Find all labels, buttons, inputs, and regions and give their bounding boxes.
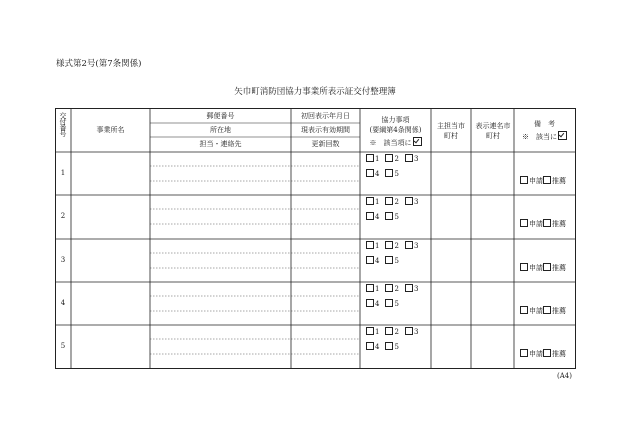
cooperation-option[interactable] <box>385 285 398 293</box>
cooperation-options <box>366 299 405 309</box>
remarks-options <box>520 349 566 359</box>
header-renewal-count: 更新回数 <box>311 140 340 148</box>
option-label: 5 <box>394 257 399 265</box>
recommend-label: 推薦 <box>552 220 566 228</box>
cooperation-option[interactable] <box>405 155 418 163</box>
option-label: 1 <box>375 198 380 206</box>
checkbox-icon[interactable] <box>543 263 551 271</box>
header-cooperation-note: ※ 該当項に <box>360 137 431 148</box>
checkbox-icon[interactable] <box>520 219 528 227</box>
row-number: 1 <box>60 168 66 177</box>
cooperation-option[interactable] <box>366 285 379 293</box>
header-first-display: 初回表示年月日 <box>301 112 350 120</box>
checkbox-icon[interactable] <box>366 197 374 205</box>
cooperation-options <box>366 241 424 251</box>
option-label: 2 <box>394 328 399 336</box>
cooperation-option[interactable] <box>405 328 418 336</box>
option-label: 5 <box>394 170 399 178</box>
option-label: 5 <box>394 343 399 351</box>
option-label: 2 <box>394 155 399 163</box>
request-label: 申請 <box>529 264 543 272</box>
row-number: 4 <box>60 298 66 307</box>
option-label: 3 <box>413 242 419 250</box>
cooperation-option[interactable] <box>366 155 379 163</box>
option-label: 2 <box>394 198 399 206</box>
option-label: 4 <box>375 343 380 351</box>
checkbox-icon[interactable] <box>405 154 413 162</box>
cooperation-option[interactable] <box>366 242 379 250</box>
header-current-validity: 現表示有効期間 <box>301 126 350 134</box>
request-label: 申請 <box>529 350 543 358</box>
header-postal-code: 郵便番号 <box>206 112 235 120</box>
request-label: 申請 <box>529 220 543 228</box>
checkbox-icon[interactable] <box>405 241 413 249</box>
cooperation-option[interactable] <box>366 198 379 206</box>
option-label: 3 <box>413 285 419 293</box>
row-number: 5 <box>60 341 66 350</box>
cooperation-options <box>366 327 424 337</box>
checkbox-icon[interactable] <box>366 154 374 162</box>
cooperation-option[interactable] <box>366 328 379 336</box>
checkbox-icon[interactable] <box>366 256 374 264</box>
checkbox-icon[interactable] <box>520 349 528 357</box>
cooperation-option[interactable] <box>366 343 379 351</box>
option-label: 1 <box>375 242 380 250</box>
checkbox-icon[interactable] <box>385 284 393 292</box>
cooperation-option[interactable] <box>366 213 379 221</box>
cooperation-options <box>366 197 424 207</box>
recommend-label: 推薦 <box>552 177 566 185</box>
checkbox-icon[interactable] <box>520 263 528 271</box>
cooperation-options <box>366 154 424 164</box>
option-label: 2 <box>394 242 399 250</box>
check-mark-icon <box>413 137 422 146</box>
cooperation-option[interactable] <box>366 257 379 265</box>
remarks-options <box>520 176 566 186</box>
cooperation-option[interactable] <box>366 300 379 308</box>
cooperation-option[interactable] <box>385 257 398 265</box>
header-cooperation-sub: (要綱第4条関係) <box>369 126 422 134</box>
option-label: 3 <box>413 328 419 336</box>
cooperation-option[interactable] <box>405 285 418 293</box>
cooperation-option[interactable] <box>385 155 398 163</box>
cooperation-options <box>366 212 405 222</box>
checkbox-icon[interactable] <box>385 154 393 162</box>
cooperation-option[interactable] <box>385 198 398 206</box>
remarks-options <box>520 306 566 316</box>
checkbox-icon[interactable] <box>366 212 374 220</box>
checkbox-icon[interactable] <box>385 342 393 350</box>
cooperation-option[interactable] <box>385 343 398 351</box>
recommend-label: 推薦 <box>552 264 566 272</box>
cooperation-options <box>366 342 405 352</box>
checkbox-icon[interactable] <box>520 306 528 314</box>
remarks-options <box>520 263 566 273</box>
checkbox-icon[interactable] <box>385 299 393 307</box>
form-number: 様式第2号(第7条関係) <box>56 59 142 69</box>
option-label: 3 <box>413 198 419 206</box>
request-label: 申請 <box>529 307 543 315</box>
document-title: 矢巾町消防団協力事業所表示証交付整理簿 <box>234 87 396 97</box>
cooperation-option[interactable] <box>405 198 418 206</box>
header-main-town: 主担当市町村 <box>437 122 465 140</box>
checkbox-icon[interactable] <box>405 327 413 335</box>
checkbox-icon[interactable] <box>366 241 374 249</box>
checkbox-icon[interactable] <box>405 197 413 205</box>
cooperation-option[interactable] <box>405 242 418 250</box>
checkbox-icon[interactable] <box>385 241 393 249</box>
checkbox-icon[interactable] <box>366 284 374 292</box>
option-label: 3 <box>413 155 419 163</box>
header-issue-no: 交付番号 <box>59 112 67 136</box>
check-mark-icon <box>558 131 567 140</box>
checkbox-icon[interactable] <box>366 342 374 350</box>
checkbox-icon[interactable] <box>520 176 528 184</box>
row-number: 2 <box>60 211 66 220</box>
checkbox-icon[interactable] <box>366 327 374 335</box>
cooperation-options <box>366 284 424 294</box>
header-location: 所在地 <box>210 126 231 134</box>
cooperation-options <box>366 169 405 179</box>
checkbox-icon[interactable] <box>366 169 374 177</box>
checkbox-icon[interactable] <box>543 306 551 314</box>
cooperation-options <box>366 256 405 266</box>
cooperation-option[interactable] <box>385 328 398 336</box>
option-label: 1 <box>375 328 380 336</box>
cooperation-option[interactable] <box>385 242 398 250</box>
checkbox-icon[interactable] <box>385 327 393 335</box>
request-label: 申請 <box>529 177 543 185</box>
checkbox-icon[interactable] <box>405 284 413 292</box>
recommend-label: 推薦 <box>552 307 566 315</box>
option-label: 5 <box>394 300 399 308</box>
checkbox-icon[interactable] <box>385 212 393 220</box>
cooperation-option[interactable] <box>385 170 398 178</box>
checkbox-icon[interactable] <box>543 349 551 357</box>
checkbox-icon[interactable] <box>543 219 551 227</box>
checkbox-icon[interactable] <box>385 197 393 205</box>
cooperation-option[interactable] <box>385 213 398 221</box>
option-label: 4 <box>375 213 380 221</box>
option-label: 4 <box>375 300 380 308</box>
header-cooperation-title: 協力事項 <box>381 116 410 124</box>
remarks-options <box>520 219 566 229</box>
row-number: 3 <box>60 255 66 264</box>
cooperation-option[interactable] <box>366 170 379 178</box>
header-display-town: 表示連名市町村 <box>475 122 511 140</box>
option-label: 4 <box>375 257 380 265</box>
checkbox-icon[interactable] <box>385 256 393 264</box>
header-contact: 担当・連絡先 <box>199 140 242 148</box>
option-label: 1 <box>375 285 380 293</box>
checkbox-icon[interactable] <box>385 169 393 177</box>
header-business-name: 事業所名 <box>96 126 125 134</box>
header-remarks-title: 備 考 <box>534 120 555 128</box>
cooperation-option[interactable] <box>385 300 398 308</box>
option-label: 4 <box>375 170 380 178</box>
checkbox-icon[interactable] <box>366 299 374 307</box>
header-remarks-note: ※ 該当に <box>514 131 575 142</box>
paper-size: (A4) <box>557 372 572 380</box>
option-label: 1 <box>375 155 380 163</box>
option-label: 5 <box>394 213 399 221</box>
checkbox-icon[interactable] <box>543 176 551 184</box>
option-label: 2 <box>394 285 399 293</box>
recommend-label: 推薦 <box>552 350 566 358</box>
